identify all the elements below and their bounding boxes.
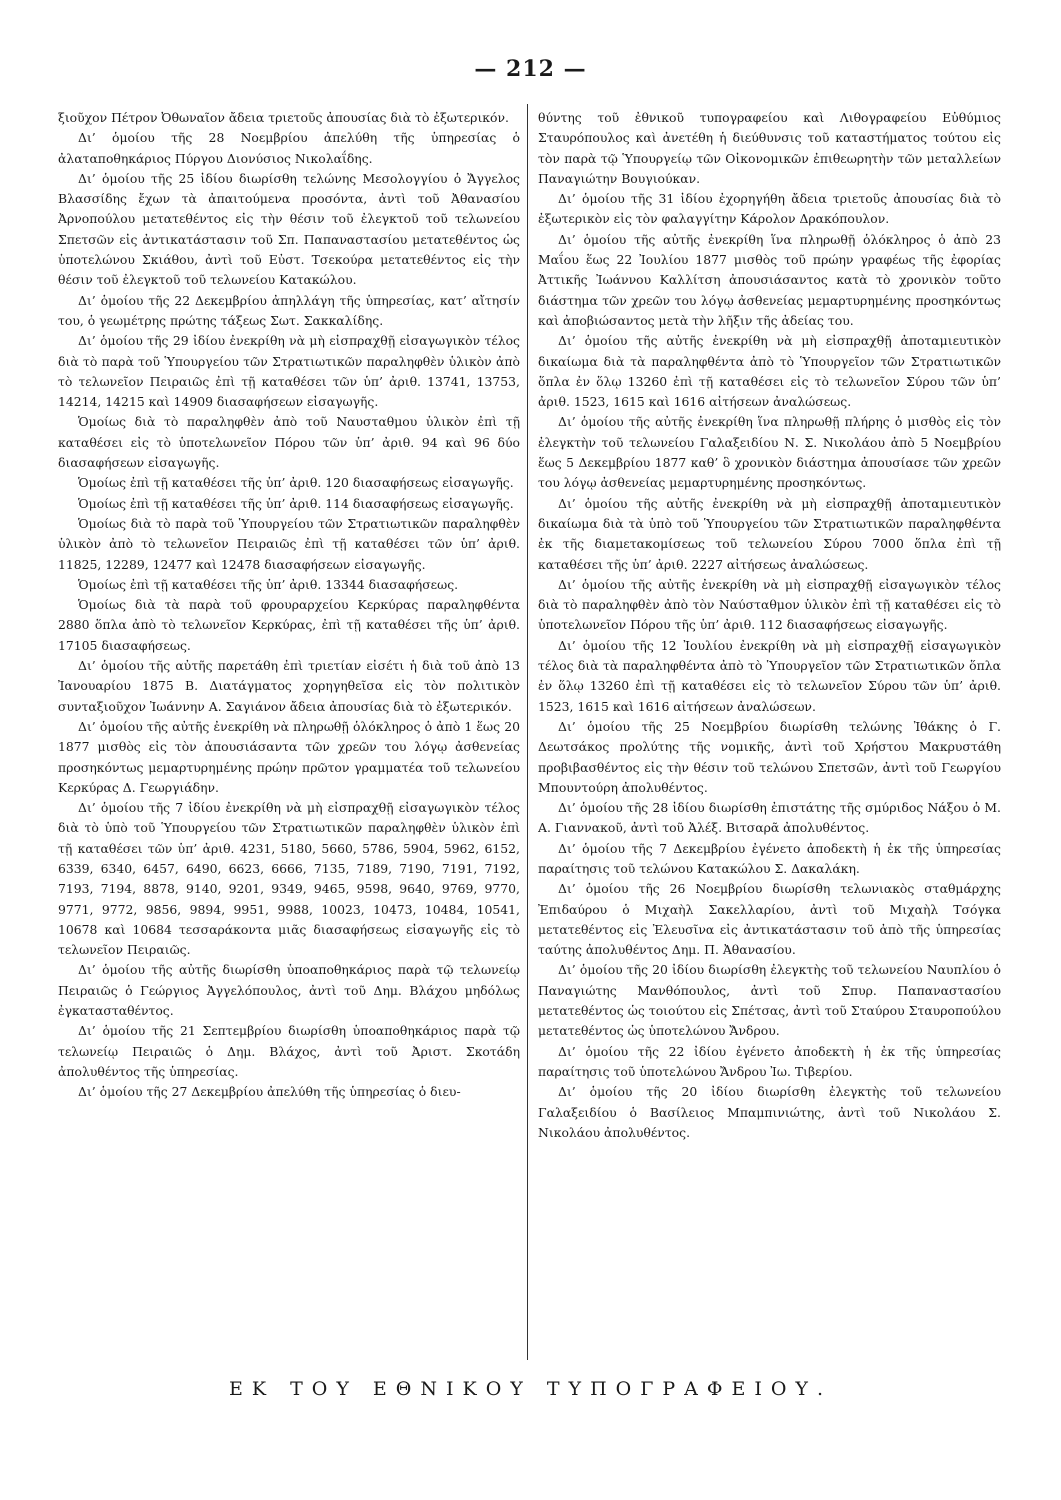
paragraph: Ὁμοίως ἐπὶ τῇ καταθέσει τῆς ὑπ’ ἀριθ. 13344 διασαφήσεως. [78, 576, 459, 592]
paragraph: Δι’ ὁμοίου τῆς 7 Δεκεμβρίου ἐγένετο ἀποδεκτὴ ἡ ἐκ τῆς ὑπηρεσίας παραίτησις τοῦ τελώνου Κατακώλου Σ. Δακαλάκη. [538, 840, 1001, 876]
paragraph: Δι’ ὁμοίου τῆς 28 Νοεμβρίου ἀπελύθη τῆς ὑπηρεσίας ὁ ἀλαταποθηκάριος Πύργου Διονύσιος Νικολαΐδης. [58, 130, 520, 166]
left-column [58, 108, 520, 1356]
paragraph: Ὁμοίως ἐπὶ τῇ καταθέσει τῆς ὑπ’ ἀριθ. 114 διασαφήσεως εἰσαγωγῆς. [78, 495, 514, 511]
paragraph: Δι’ ὁμοίου τῆς 20 ἰδίου διωρίσθη ἐλεγκτὴς τοῦ τελωνείου Γαλαξειδίου ὁ Βασίλειος Μπαμπινιώτης, ἀντὶ τοῦ Νικολάου Σ. Νικολάου ἀπολυθέντος. [538, 1084, 1001, 1140]
page-number: — 212 — [474, 56, 587, 82]
paragraph: Ὁμοίως ἐπὶ τῇ καταθέσει τῆς ὑπ’ ἀριθ. 120 διασαφήσεως εἰσαγωγῆς. [78, 475, 514, 491]
paragraph: Ὁμοίως διὰ τὰ παρὰ τοῦ φρουραρχείου Κερκύρας παραληφθέντα 2880 ὅπλα ἀπὸ τὸ τελωνεῖον Κερκύρας, ἐπὶ τῇ καταθέσει τῆς ὑπ’ ἀριθ. 17105 διασαφήσεως. [58, 597, 520, 653]
paragraph: Δι’ ὁμοίου τῆς 22 ἰδίου ἐγένετο ἀποδεκτὴ ἡ ἐκ τῆς ὑπηρεσίας παραίτησις τοῦ ὑποτελώνου Ἄνδρου Ἰω. Τιβερίου. [538, 1043, 1001, 1079]
printer-footer: ΕΚ ΤΟΥ ΕΘΝΙΚΟΥ ΤΥΠΟΓΡΑΦΕΙΟΥ. [228, 1378, 833, 1400]
paragraph: Ὁμοίως διὰ τὸ παραληφθὲν ἀπὸ τοῦ Ναυσταθμου ὑλικὸν ἐπὶ τῇ καταθέσει εἰς τὸ ὑποτελωνεῖον Πόρου τῶν ὑπ’ ἀριθ. 94 καὶ 96 δύο διασαφήσεων εἰσαγωγῆς. [58, 414, 520, 471]
paragraph: θύντης τοῦ ἐθνικοῦ τυπογραφείου καὶ Λιθογραφείου Εὐθύμιος Σταυρόπουλος καὶ ἀνετέθη ἡ διεύθυνσις τοῦ καταστήματος τούτου εἰς τὸν παρὰ τῷ Ὑπουργείῳ τῶν Οἰκονομικῶν ἐπιθεωρητὴν τῶν μεταλλείων Παναγιώτην Βουγιούκαν. [538, 110, 1001, 186]
paragraph: Δι’ ὁμοίου τῆς 12 Ἰουλίου ἐνεκρίθη νὰ μὴ εἰσπραχθῇ εἰσαγωγικὸν τέλος διὰ τὰ παραληφθέντα ἀπὸ τὸ Ὑπουργεῖον τῶν Στρατιωτικῶν ὅπλα ἐν ὅλῳ 13260 ἐπὶ τῇ καταθέσει εἰς τὸ τελωνεῖον Σύρου τῶν ὑπ’ ἀριθ. 1523, 1615 καὶ 1616 αἰτήσεων ἀναλώσεων. [538, 637, 1001, 714]
paragraph: Δι’ ὁμοίου τῆς 21 Σεπτεμβρίου διωρίσθη ὑποαποθηκάριος παρὰ τῷ τελωνείῳ Πειραιῶς ὁ Δημ. Βλάχος, ἀντὶ τοῦ Ἀριστ. Σκοτάδη ἀπολυθέντος τῆς ὑπηρεσίας. [58, 1023, 520, 1079]
paragraph: Ὁμοίως διὰ τὸ παρὰ τοῦ Ὑπουργείου τῶν Στρατιωτικῶν παραληφθὲν ὑλικὸν ἀπὸ τὸ τελωνεῖον Πειραιῶς ἐπὶ τῇ καταθέσει τῶν ὑπ’ ἀριθ. 11825, 12289, 12477 καὶ 12478 διασαφήσεων εἰσαγωγῆς. [58, 515, 520, 572]
paragraph: Δι’ ὁμοίου τῆς αὐτῆς παρετάθη ἐπὶ τριετίαν εἰσέτι ἡ διὰ τοῦ ἀπὸ 13 Ἰανουαρίου 1875 Β. Διατάγματος χορηγηθεῖσα εἰς τὸν πολιτικὸν συνταξιοῦχον Ἰωάννην Α. Σαγιάνον ἄδεια ἀπουσίας διὰ τὸ ἐξωτερικόν. [58, 658, 520, 714]
paragraph: Δι’ ὁμοίου τῆς 28 ἰδίου διωρίσθη ἐπιστάτης τῆς σμύριδος Νάξου ὁ Μ. Α. Γιαννακοῦ, ἀντὶ τοῦ Ἀλέξ. Βιτσαρᾶ ἀπολυθέντος. [538, 800, 1001, 836]
paragraph: Δι’ ὁμοίου τῆς 22 Δεκεμβρίου ἀπηλλάγη τῆς ὑπηρεσίας, κατ’ αἴτησίν του, ὁ γεωμέτρης πρώτης τάξεως Σωτ. Σακκαλίδης. [58, 292, 520, 328]
paragraph: Δι’ ὁμοίου τῆς 25 Νοεμβρίου διωρίσθη τελώνης Ἰθάκης ὁ Γ. Δεωτσάκος προλύτης τῆς νομικῆς, ἀντὶ τοῦ Χρήστου Μακρυστάθη προβιβασθέντος εἰς τὴν θέσιν τοῦ τελώνου Σπετσῶν, ἀντὶ τοῦ Γεωργίου Μπουντούρη ἀπολυθέντος. [538, 718, 1001, 795]
paragraph: Δι’ ὁμοίου τῆς αὐτῆς ἐνεκρίθη νὰ πληρωθῇ ὁλόκληρος ὁ ἀπὸ 1 ἕως 20 1877 μισθὸς εἰς τὸν ἀπουσιάσαντα τῶν χρεῶν του λόγῳ ἀσθενείας προσηκόντως μεμαρτυρημένης πρώην πρῶτον γραμματέα τοῦ τελωνείου Κερκύρας Δ. Γεωργιάδην. [58, 718, 520, 795]
paragraph: Δι’ ὁμοίου τῆς αὐτῆς ἐνεκρίθη νὰ μὴ εἰσπραχθῇ ἀποταμιευτικὸν δικαίωμα διὰ τὰ ὑπὸ τοῦ Ὑπουργείου τῶν Στρατιωτικῶν παραληφθέντα ἐκ τῆς διαμετακομίσεως τοῦ τελωνείου Σύρου 7000 ὅπλα ἐπὶ τῇ καταθέσει τῆς ὑπ’ ἀριθ. 2227 αἰτήσεως ἀναλώσεως. [538, 495, 1001, 572]
paragraph: Δι’ ὁμοίου τῆς 26 Νοεμβρίου διωρίσθη τελωνιακὸς σταθμάρχης Ἐπιδαύρου ὁ Μιχαὴλ Σακελλαρίου, ἀντὶ τοῦ Μιχαὴλ Τσόγκα μετατεθέντος εἰς Ἐλευσῖνα εἰς ἀντικατάστασιν τοῦ ἀπὸ τῆς ὑπηρεσίας ταύτης ἀπολυθέντος Δημ. Π. Ἀθανασίου. [538, 881, 1001, 958]
paragraph: Δι’ ὁμοίου τῆς 31 ἰδίου ἐχορηγήθη ἄδεια τριετοῦς ἀπουσίας διὰ τὸ ἐξωτερικὸν εἰς τὸν φαλαγγίτην Κάρολον Δρακόπουλον. [538, 191, 1001, 227]
paragraph: Δι’ ὁμοίου τῆς 29 ἰδίου ἐνεκρίθη νὰ μὴ εἰσπραχθῇ εἰσαγωγικὸν τέλος διὰ τὸ παρὰ τοῦ Ὑπουργείου τῶν Στρατιωτικῶν παραληφθὲν ὑλικὸν ἀπὸ τὸ τελωνεῖον Πειραιῶς ἐπὶ τῇ καταθέσει τῶν ὑπ’ ἀριθ. 13741, 13753, 14214, 14215 καὶ 14909 διασαφήσεων εἰσαγωγῆς. [58, 333, 520, 410]
paragraph: Δι’ ὁμοίου τῆς 27 Δεκεμβρίου ἀπελύθη τῆς ὑπηρεσίας ὁ διευ- [78, 1084, 461, 1100]
paragraph: Δι’ ὁμοίου τῆς 25 ἰδίου διωρίσθη τελώνης Μεσολογγίου ὁ Ἄγγελος Βλασσίδης ἔχων τὰ ἀπαιτούμενα προσόντα, ἀντὶ τοῦ Ἀθανασίου Ἀρνοπούλου μετατεθέντος εἰς τὴν θέσιν τοῦ ἐλεγκτοῦ τοῦ τελωνείου Σπετσῶν εἰς ἀντικατάστασιν τοῦ Σπ. Παπαναστασίου μετατεθέντος ὡς ὑποτελώνου Σκιάθου, ἀντὶ τοῦ Εὐστ. Τσεκούρα μετατεθέντος εἰς τὴν θέσιν τοῦ ἐλεγκτοῦ τοῦ τελωνείου Κατακώλου. [58, 170, 520, 288]
paragraph: Δι’ ὁμοίου τῆς 20 ἰδίου διωρίσθη ἐλεγκτὴς τοῦ τελωνείου Ναυπλίου ὁ Παναγιώτης Μανθόπουλος, ἀντὶ τοῦ Σπυρ. Παπαναστασίου μετατεθέντος ὡς τοιούτου εἰς Σπέτσας, ἀντὶ τοῦ Σταύρου Σταυροπούλου μετατεθέντος ὡς ὑποτελώνου Ἄνδρου. [538, 962, 1001, 1039]
paragraph: Δι’ ὁμοίου τῆς αὐτῆς ἐνεκρίθη νὰ μὴ εἰσπραχθῇ ἀποταμιευτικὸν δικαίωμα διὰ τὰ παραληφθέντα ἀπὸ τὸ Ὑπουργεῖον τῶν Στρατιωτικῶν ὅπλα ἐν ὅλῳ 13260 ἐπὶ τῇ καταθέσει εἰς τὸ τελωνεῖον Σύρου τῶν ὑπ’ ἀριθ. 1523, 1615 καὶ 1616 αἰτήσεων ἀναλώσεως. [538, 333, 1001, 410]
paragraph: ξιοῦχον Πέτρον Ὀθωναῖον ἄδεια τριετοῦς ἀπουσίας διὰ τὸ ἐξωτερικόν. [58, 110, 509, 125]
paragraph: Δι’ ὁμοίου τῆς αὐτῆς ἐνεκρίθη ἵνα πληρωθῇ ὁλόκληρος ὁ ἀπὸ 23 Μαΐου ἕως 22 Ἰουλίου 1877 μισθὸς τοῦ πρώην γραφέως τῆς ἐφορίας Ἀττικῆς Ἰωάννου Καλλίτση ἀπουσιάσαντος κατὰ τὸ χρονικὸν τοῦτο διάστημα τῶν χρεῶν του λόγῳ ἀσθενείας μεμαρτυρημένης προσηκόντως καὶ ἀποβιώσαντος μετὰ τὴν λῆξιν τῆς ἀδείας του. [538, 231, 1001, 328]
paragraph: Δι’ ὁμοίου τῆς αὐτῆς ἐνεκρίθη νὰ μὴ εἰσπραχθῇ εἰσαγωγικὸν τέλος διὰ τὸ παραληφθὲν ἀπὸ τὸν Ναύσταθμον ὑλικὸν ἐπὶ τῇ καταθέσει εἰς τὸ ὑποτελωνεῖον Πόρου τῆς ὑπ’ ἀριθ. 112 διασαφήσεως εἰσαγωγῆς. [538, 576, 1001, 633]
paragraph: Δι’ ὁμοίου τῆς αὐτῆς διωρίσθη ὑποαποθηκάριος παρὰ τῷ τελωνείῳ Πειραιῶς ὁ Γεώργιος Ἀγγελόπουλος, ἀντὶ τοῦ Δημ. Βλάχου μηδόλως ἐγκατασταθέντος. [58, 962, 520, 1019]
paragraph: Δι’ ὁμοίου τῆς 7 ἰδίου ἐνεκρίθη νὰ μὴ εἰσπραχθῇ εἰσαγωγικὸν τέλος διὰ τὸ ὑπὸ τοῦ Ὑπουργείου τῶν Στρατιωτικῶν παραληφθὲν ὑλικὸν ἐπὶ τῇ καταθέσει τῶν ὑπ’ ἀριθ. 4231, 5180, 5660, 5786, 5904, 5962, 6152, 6339, 6340, 6457, 6490, 6623, 6666, 7135, 7189, 7190, 7191, 7192, 7193, 7194, 8878, 9140, 9201, 9349, 9465, 9598, 9640, 9769, 9770, 9771, 9772, 9856, 9894, 9951, 9988, 10023, 10473, 10484, 10541, 10678 καὶ 10684 τεσσαράκοντα μιᾶς διασαφήσεως εἰσαγωγῆς εἰς τὸ τελωνεῖον Πειραιῶς. [58, 800, 520, 958]
right-column [538, 108, 1001, 1356]
paragraph: Δι’ ὁμοίου τῆς αὐτῆς ἐνεκρίθη ἵνα πληρωθῇ πλήρης ὁ μισθὸς εἰς τὸν ἐλεγκτὴν τοῦ τελωνείου Γαλαξειδίου Ν. Σ. Νικολάου ἀπὸ 5 Νοεμβρίου ἕως 5 Δεκεμβρίου 1877 καθ’ ὃ χρονικὸν διάστημα ἀπουσίασε τῶν χρεῶν του λόγῳ ἀσθενείας μεμαρτυρημένης προσηκόντως. [538, 414, 1001, 491]
column-divider [527, 104, 528, 1360]
